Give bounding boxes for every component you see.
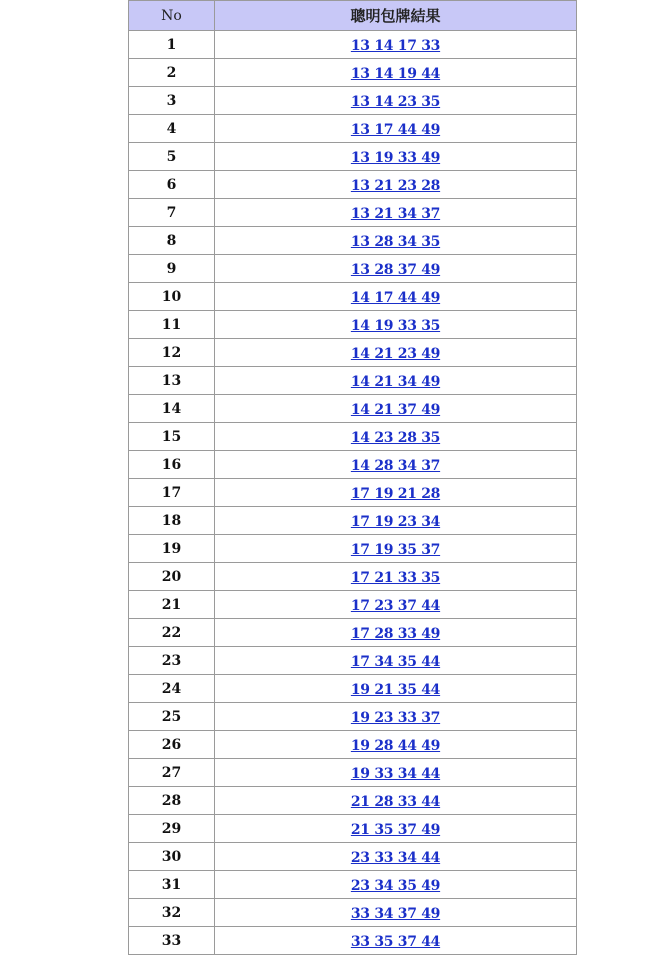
table-header-row: [129, 1, 577, 31]
result-cell: [215, 59, 577, 87]
result-cell: [215, 227, 577, 255]
row-number: 26: [129, 731, 215, 759]
table-row: [129, 675, 577, 703]
table-row: [129, 899, 577, 927]
table-row: [129, 115, 577, 143]
result-cell: [215, 423, 577, 451]
table-row: [129, 535, 577, 563]
result-cell: [215, 87, 577, 115]
row-number: 6: [129, 171, 215, 199]
result-link[interactable]: 13 21 34 37: [350, 206, 441, 222]
result-link[interactable]: 13 17 44 49: [350, 122, 441, 138]
result-link[interactable]: 23 33 34 44: [350, 850, 441, 866]
result-cell: [215, 899, 577, 927]
result-cell: [215, 619, 577, 647]
row-number: 33: [129, 927, 215, 955]
table-row: [129, 227, 577, 255]
row-number: 28: [129, 787, 215, 815]
result-cell: [215, 759, 577, 787]
row-number: 2: [129, 59, 215, 87]
result-link[interactable]: 14 21 37 49: [350, 402, 441, 418]
result-cell: [215, 255, 577, 283]
result-link[interactable]: 33 34 37 49: [350, 906, 441, 922]
table-row: [129, 507, 577, 535]
result-cell: [215, 339, 577, 367]
table-row: [129, 87, 577, 115]
result-link[interactable]: 33 35 37 44: [350, 934, 441, 950]
table-row: [129, 619, 577, 647]
result-cell: [215, 843, 577, 871]
result-link[interactable]: 13 28 37 49: [350, 262, 441, 278]
row-number: 3: [129, 87, 215, 115]
header-no: No: [129, 1, 215, 31]
result-cell: [215, 535, 577, 563]
table-row: [129, 31, 577, 59]
row-number: 10: [129, 283, 215, 311]
result-link[interactable]: 19 28 44 49: [350, 738, 441, 754]
row-number: 14: [129, 395, 215, 423]
row-number: 12: [129, 339, 215, 367]
table-row: [129, 871, 577, 899]
table-row: [129, 927, 577, 955]
result-cell: [215, 647, 577, 675]
result-link[interactable]: 13 19 33 49: [350, 150, 441, 166]
result-link[interactable]: 17 19 21 28: [350, 486, 441, 502]
result-link[interactable]: 21 35 37 49: [350, 822, 441, 838]
result-link[interactable]: 13 21 23 28: [350, 178, 441, 194]
row-number: 18: [129, 507, 215, 535]
table-row: [129, 395, 577, 423]
result-link[interactable]: 14 17 44 49: [350, 290, 441, 306]
result-cell: [215, 395, 577, 423]
row-number: 30: [129, 843, 215, 871]
result-link[interactable]: 21 28 33 44: [350, 794, 441, 810]
result-cell: [215, 591, 577, 619]
row-number: 17: [129, 479, 215, 507]
result-cell: [215, 787, 577, 815]
row-number: 7: [129, 199, 215, 227]
result-cell: [215, 283, 577, 311]
result-link[interactable]: 14 19 33 35: [350, 318, 441, 334]
table-row: [129, 731, 577, 759]
row-number: 27: [129, 759, 215, 787]
row-number: 13: [129, 367, 215, 395]
results-table-body: [129, 31, 577, 955]
result-link[interactable]: 19 23 33 37: [350, 710, 441, 726]
row-number: 19: [129, 535, 215, 563]
row-number: 32: [129, 899, 215, 927]
result-cell: [215, 143, 577, 171]
result-link[interactable]: 14 21 23 49: [350, 346, 441, 362]
result-link[interactable]: 17 21 33 35: [350, 570, 441, 586]
row-number: 20: [129, 563, 215, 591]
row-number: 9: [129, 255, 215, 283]
table-row: [129, 59, 577, 87]
table-row: [129, 423, 577, 451]
row-number: 24: [129, 675, 215, 703]
table-row: [129, 367, 577, 395]
row-number: 23: [129, 647, 215, 675]
result-link[interactable]: 13 28 34 35: [350, 234, 441, 250]
result-cell: [215, 479, 577, 507]
result-link[interactable]: 14 23 28 35: [350, 430, 441, 446]
row-number: 8: [129, 227, 215, 255]
result-cell: [215, 311, 577, 339]
result-cell: [215, 703, 577, 731]
row-number: 4: [129, 115, 215, 143]
row-number: 31: [129, 871, 215, 899]
results-table: [128, 0, 577, 955]
result-link[interactable]: 13 14 17 33: [350, 38, 441, 54]
result-cell: [215, 507, 577, 535]
result-cell: [215, 675, 577, 703]
result-cell: [215, 927, 577, 955]
table-row: [129, 647, 577, 675]
result-link[interactable]: 13 14 19 44: [350, 66, 441, 82]
table-row: [129, 339, 577, 367]
table-row: [129, 171, 577, 199]
result-link[interactable]: 17 34 35 44: [350, 654, 441, 670]
result-link[interactable]: 19 21 35 44: [350, 682, 441, 698]
result-cell: [215, 171, 577, 199]
row-number: 16: [129, 451, 215, 479]
result-cell: [215, 367, 577, 395]
header-result: 聰明包牌結果: [215, 1, 577, 31]
table-row: [129, 815, 577, 843]
result-cell: [215, 815, 577, 843]
result-cell: [215, 31, 577, 59]
table-row: [129, 563, 577, 591]
table-row: [129, 703, 577, 731]
table-row: [129, 759, 577, 787]
table-row: [129, 591, 577, 619]
table-row: [129, 451, 577, 479]
table-row: [129, 283, 577, 311]
table-row: [129, 787, 577, 815]
table-row: [129, 311, 577, 339]
result-link[interactable]: 17 19 35 37: [350, 542, 441, 558]
result-link[interactable]: 19 33 34 44: [350, 766, 441, 782]
row-number: 5: [129, 143, 215, 171]
result-link[interactable]: 17 19 23 34: [350, 514, 441, 530]
row-number: 25: [129, 703, 215, 731]
result-link[interactable]: 23 34 35 49: [350, 878, 441, 894]
row-number: 1: [129, 31, 215, 59]
table-row: [129, 479, 577, 507]
table-row: [129, 255, 577, 283]
result-cell: [215, 871, 577, 899]
result-cell: [215, 199, 577, 227]
row-number: 15: [129, 423, 215, 451]
table-row: [129, 843, 577, 871]
result-cell: [215, 451, 577, 479]
result-link[interactable]: 17 23 37 44: [350, 598, 441, 614]
result-link[interactable]: 14 28 34 37: [350, 458, 441, 474]
table-row: [129, 199, 577, 227]
result-link[interactable]: 14 21 34 49: [350, 374, 441, 390]
row-number: 22: [129, 619, 215, 647]
results-table-container: [128, 0, 577, 955]
result-cell: [215, 563, 577, 591]
row-number: 11: [129, 311, 215, 339]
result-cell: [215, 115, 577, 143]
row-number: 29: [129, 815, 215, 843]
table-row: [129, 143, 577, 171]
row-number: 21: [129, 591, 215, 619]
result-cell: [215, 731, 577, 759]
result-link[interactable]: 17 28 33 49: [350, 626, 441, 642]
result-link[interactable]: 13 14 23 35: [350, 94, 441, 110]
